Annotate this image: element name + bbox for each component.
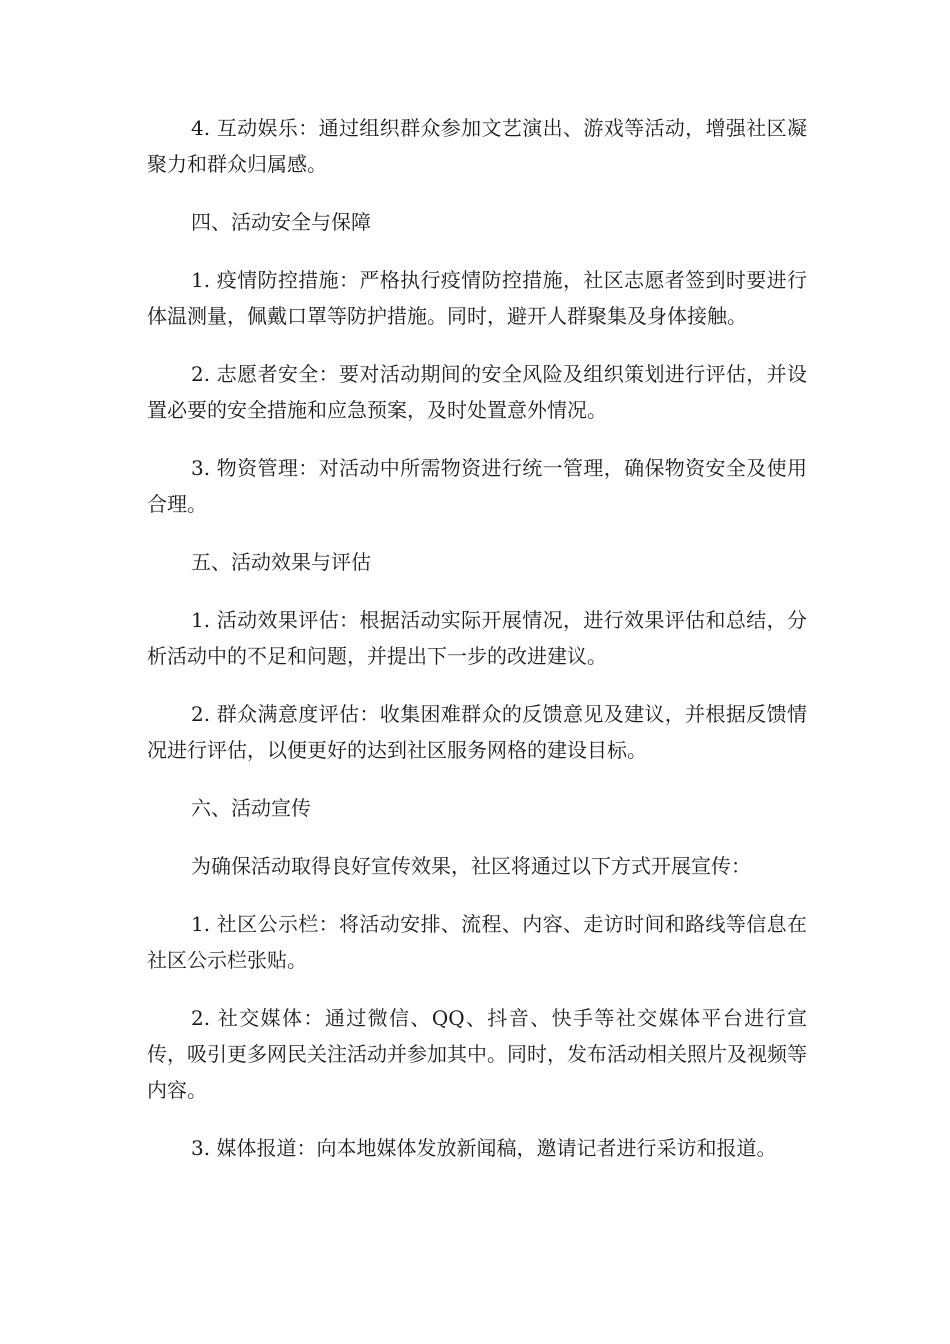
item-satisfaction-evaluation: 2. 群众满意度评估：收集困难群众的反馈意见及建议，并根据反馈情况进行评估，以便更好的达到社区服务网格的建设目标。 <box>147 702 807 762</box>
section-6-heading: 六、活动宣传 <box>191 796 311 820</box>
document-body <box>147 110 807 1188</box>
item-interactive-entertainment: 4. 互动娱乐：通过组织群众参加文艺演出、游戏等活动，增强社区凝聚力和群众归属感。 <box>147 116 807 176</box>
item-bulletin-board: 1. 社区公示栏：将活动安排、流程、内容、走访时间和路线等信息在社区公示栏张贴。 <box>147 912 807 972</box>
section-5-heading: 五、活动效果与评估 <box>191 550 371 574</box>
item-media-reports: 3. 媒体报道：向本地媒体发放新闻稿，邀请记者进行采访和报道。 <box>191 1136 777 1160</box>
section-4-heading: 四、活动安全与保障 <box>191 210 371 234</box>
publicity-intro: 为确保活动取得良好宣传效果，社区将通过以下方式开展宣传： <box>191 854 751 878</box>
item-effect-evaluation: 1. 活动效果评估：根据活动实际开展情况，进行效果评估和总结，分析活动中的不足和问题，并提出下一步的改进建议。 <box>147 608 807 668</box>
item-material-management: 3. 物资管理：对活动中所需物资进行统一管理，确保物资安全及使用合理。 <box>147 456 807 516</box>
item-epidemic-prevention: 1. 疫情防控措施：严格执行疫情防控措施，社区志愿者签到时要进行体温测量，佩戴口罩等防护措施。同时，避开人群聚集及身体接触。 <box>147 268 807 328</box>
item-social-media: 2. 社交媒体：通过微信、QQ、抖音、快手等社交媒体平台进行宣传，吸引更多网民关注活动并参加其中。同时，发布活动相关照片及视频等内容。 <box>147 1006 807 1102</box>
item-volunteer-safety: 2. 志愿者安全：要对活动期间的安全风险及组织策划进行评估，并设置必要的安全措施和应急预案，及时处置意外情况。 <box>147 362 807 422</box>
